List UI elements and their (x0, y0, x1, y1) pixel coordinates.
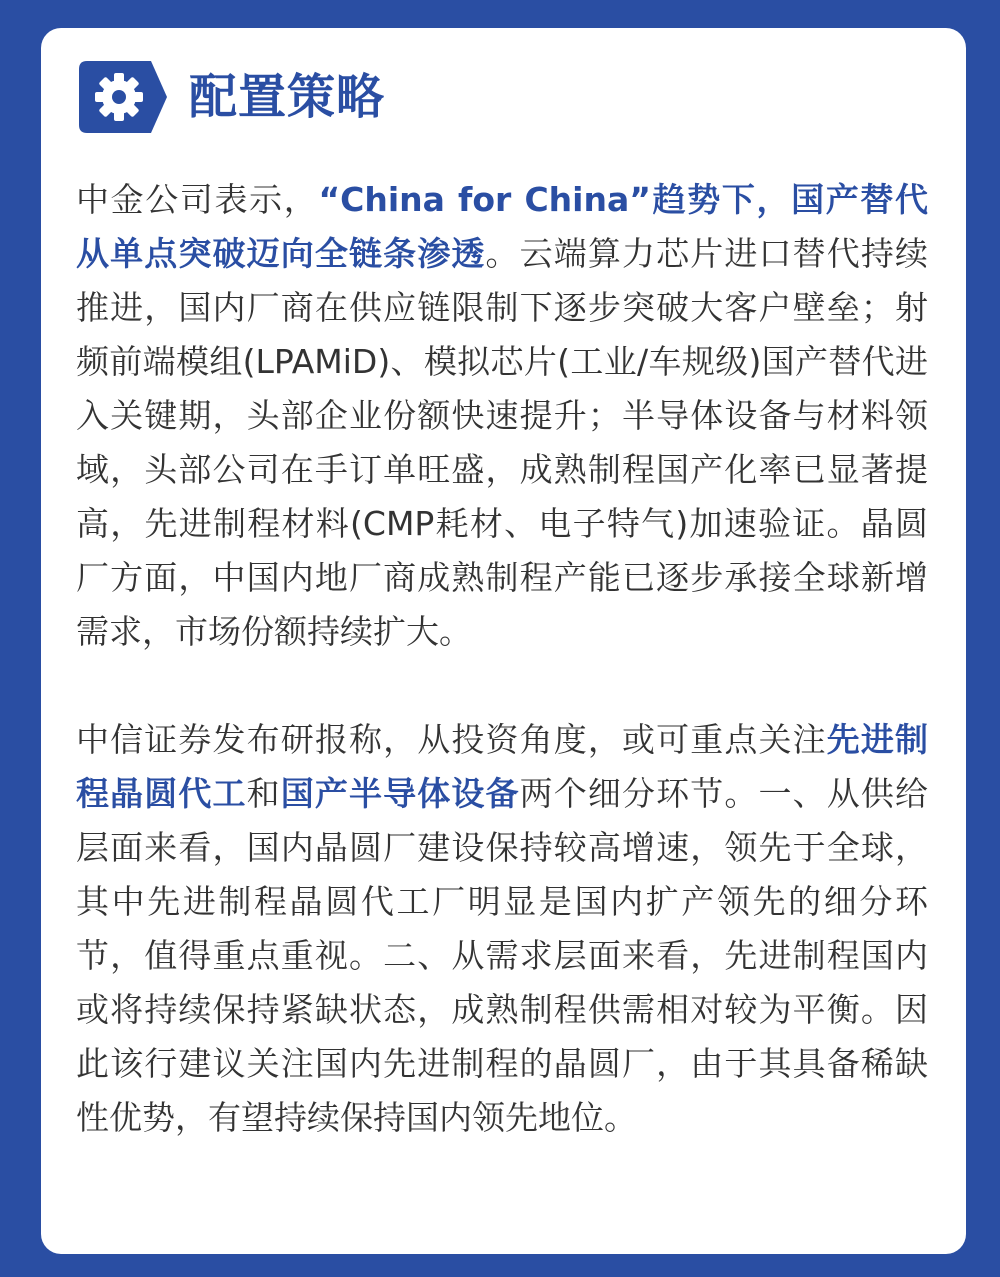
paragraph-text: 中信证券发布研报称，从投资角度，或可重点关注 (76, 720, 827, 759)
page-title: 配置策略 (189, 69, 386, 125)
paragraph-text: 两个细分环节。一、从供给层面来看，国内晶圆厂建设保持较高增速，领先于全球，其中先进制程晶圆代工厂明显是国内扩产领先的细分环节，值得重点重视。二、从需求层面来看，先进制程国内或将持续保持紧缺状态，成熟制程供需相对较为平衡。因此该行建议关注国内先进制程的晶圆厂，由于其具备稀缺性优势，有望持续保持国内领先地位。 (76, 774, 928, 1137)
article-body (76, 173, 928, 1145)
highlight-text: “China for China”趋势下，国产替代从单点突破迈向全链条渗透 (76, 180, 928, 273)
section-header (79, 61, 385, 133)
paragraph-text: 。云端算力芯片进口替代持续推进，国内厂商在供应链限制下逐步突破大客户壁垒；射频前端模组(LPAMiD)、模拟芯片(工业/车规级)国产替代进入关键期，头部企业份额快速提升；半导体设备与材料领域，头部公司在手订单旺盛，成熟制程国产化率已显著提高，先进制程材料(CMP耗材、电子特气)加速验证。晶圆厂方面，中国内地厂商成熟制程产能已逐步承接全球新增需求，市场份额持续扩大。 (76, 234, 928, 651)
highlight-text: 先进制程晶圆代工 (76, 720, 928, 813)
paragraph-cicc (76, 173, 928, 659)
gear-icon (79, 61, 167, 133)
paragraph-text: 中金公司表示， (76, 180, 319, 219)
paragraph-text: 和 (246, 774, 281, 813)
content-card (41, 28, 966, 1254)
highlight-text: 国产半导体设备 (280, 774, 520, 813)
paragraph-citic (76, 713, 928, 1145)
